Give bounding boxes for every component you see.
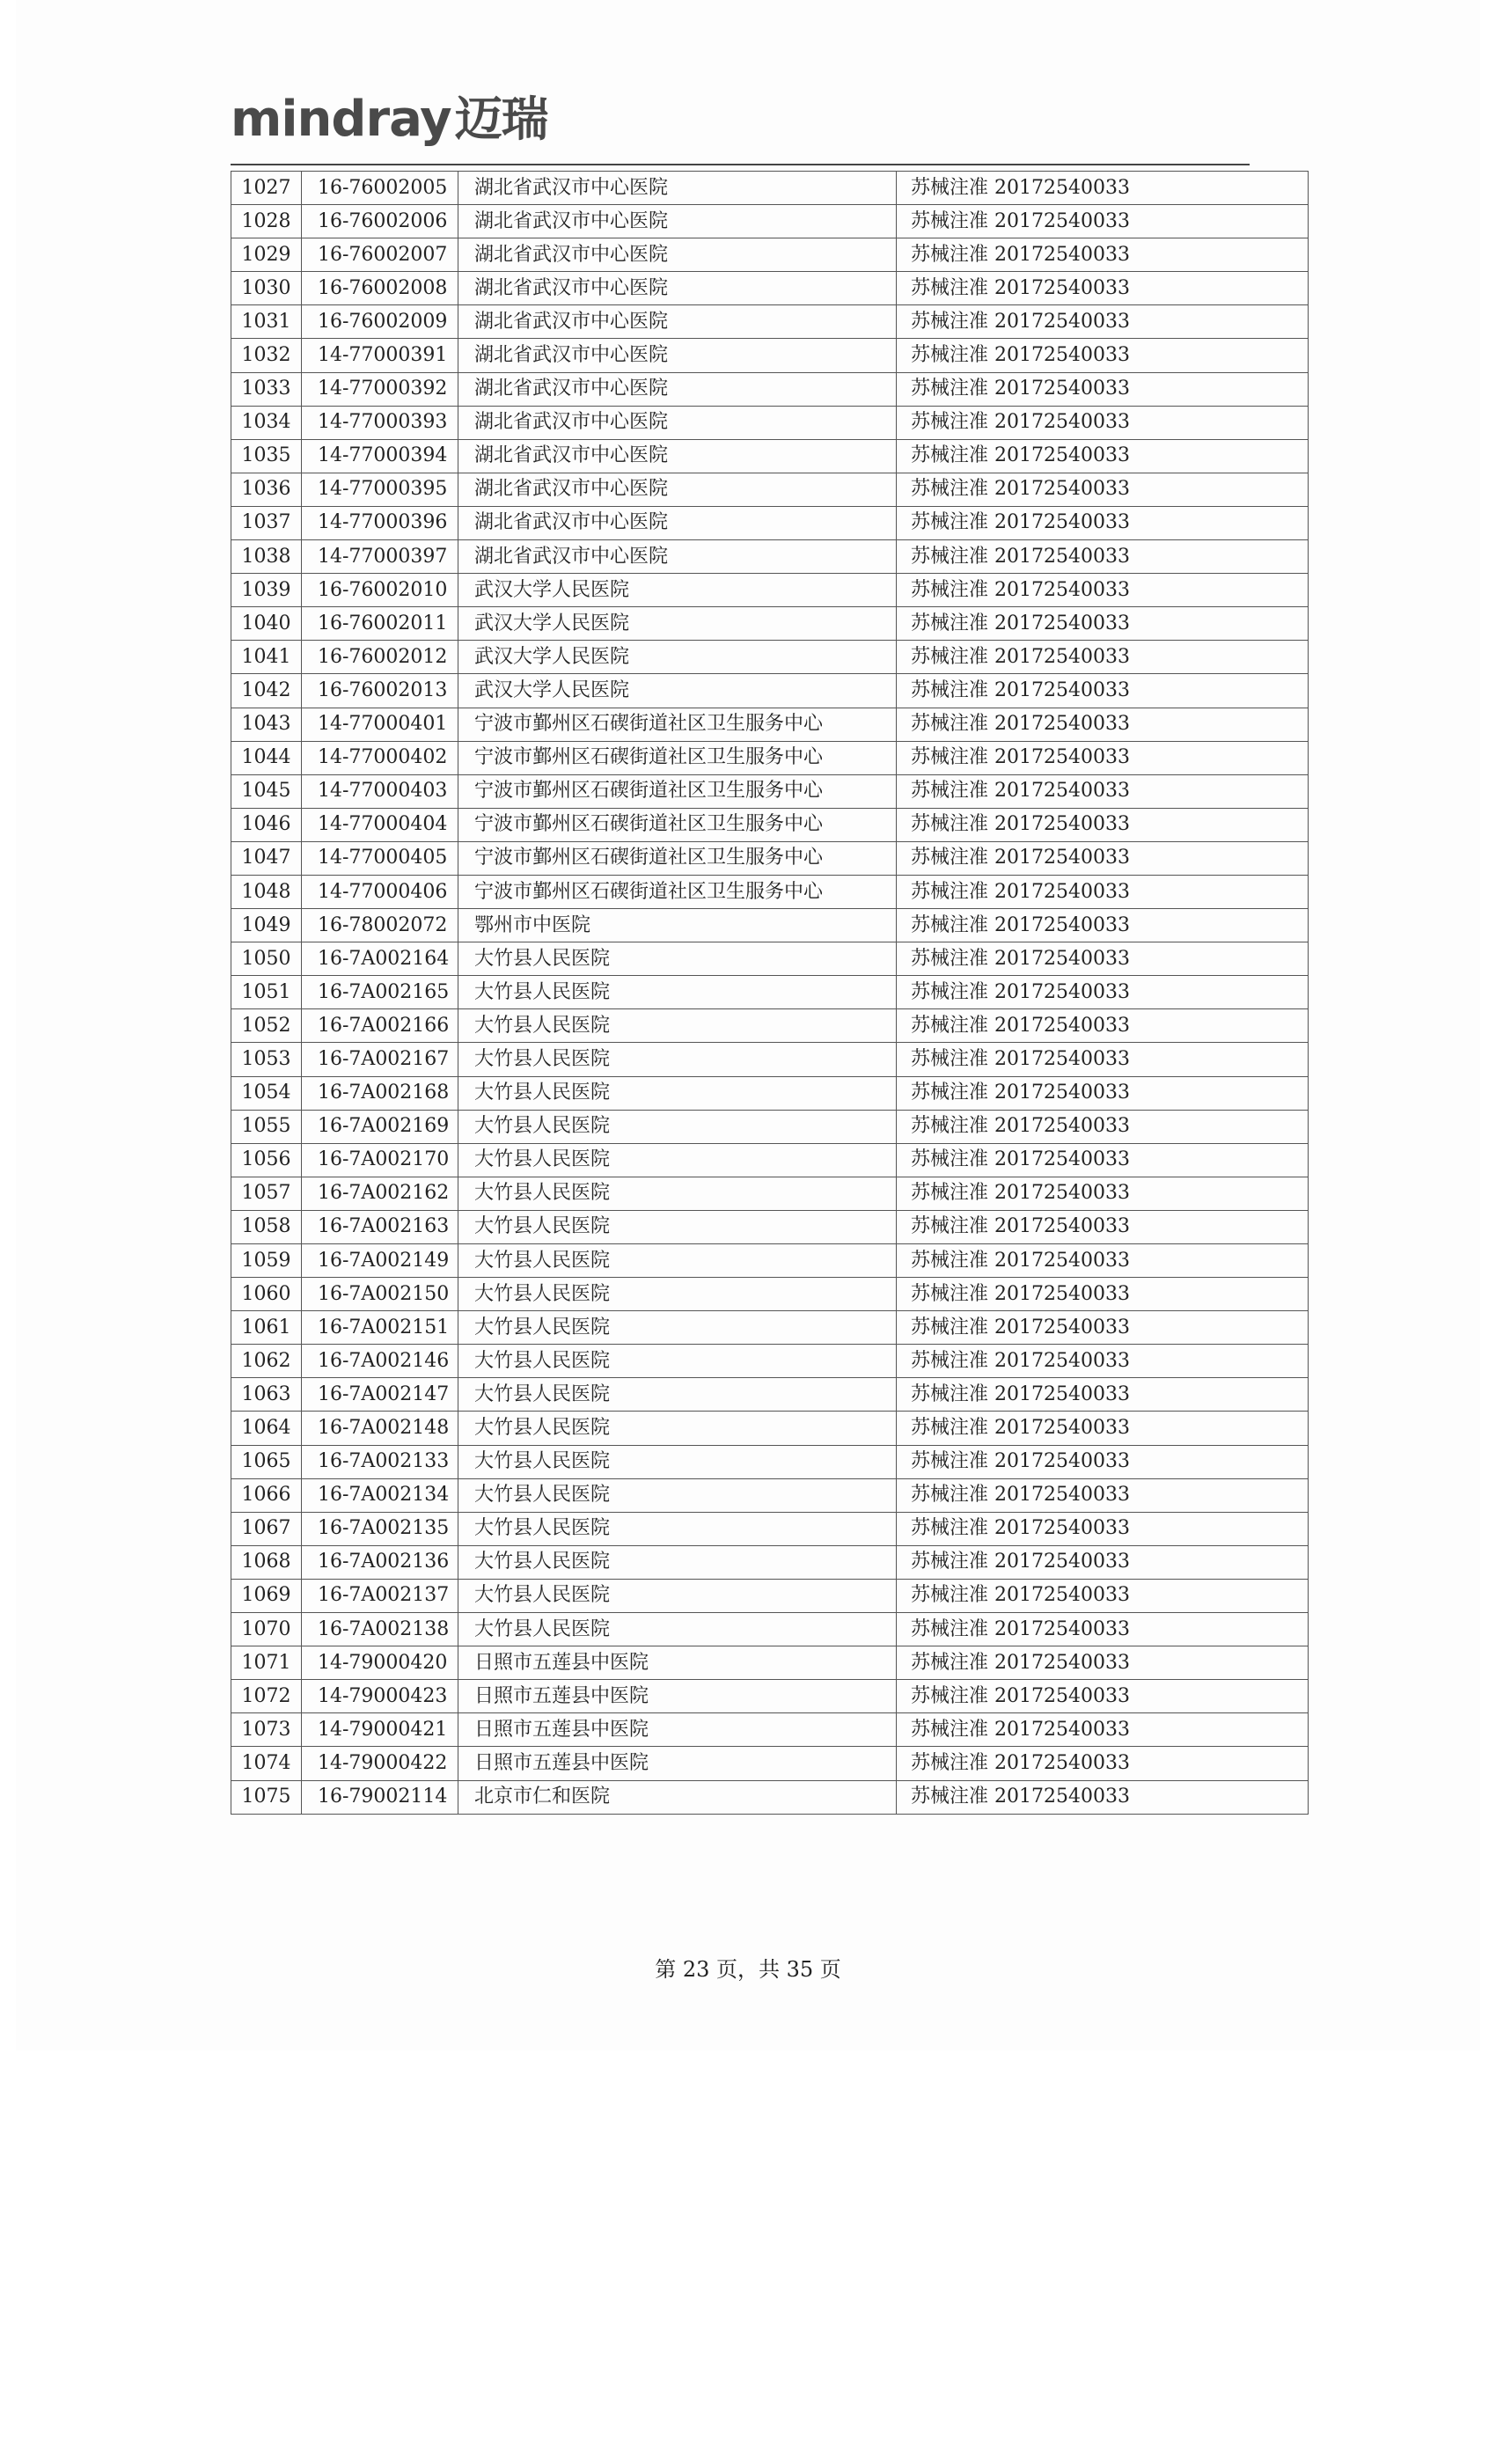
row-number: 1043 bbox=[231, 708, 302, 741]
hospital-name: 大竹县人民医院 bbox=[458, 1177, 897, 1210]
hospital-name: 大竹县人民医院 bbox=[458, 1545, 897, 1579]
serial-number: 14-77000402 bbox=[302, 741, 458, 774]
table-row bbox=[231, 406, 1309, 439]
registration-number: 苏械注准 20172540033 bbox=[897, 909, 1309, 942]
logo-chinese: 迈瑞 bbox=[454, 92, 548, 147]
table-row bbox=[231, 976, 1309, 1009]
hospital-name: 大竹县人民医院 bbox=[458, 1043, 897, 1076]
page-number: 第 23 页，共 35 页 bbox=[655, 1957, 841, 1982]
hospital-name: 武汉大学人民医院 bbox=[458, 674, 897, 708]
row-number: 1073 bbox=[231, 1713, 302, 1747]
row-number: 1040 bbox=[231, 607, 302, 641]
registration-number: 苏械注准 20172540033 bbox=[897, 641, 1309, 674]
row-number: 1058 bbox=[231, 1210, 302, 1243]
hospital-name: 湖北省武汉市中心医院 bbox=[458, 172, 897, 205]
serial-number: 16-7A002167 bbox=[302, 1043, 458, 1076]
hospital-name: 宁波市鄞州区石碶街道社区卫生服务中心 bbox=[458, 808, 897, 841]
registration-number: 苏械注准 20172540033 bbox=[897, 1345, 1309, 1378]
row-number: 1059 bbox=[231, 1244, 302, 1278]
hospital-name: 武汉大学人民医院 bbox=[458, 607, 897, 641]
row-number: 1034 bbox=[231, 406, 302, 439]
serial-number: 16-7A002150 bbox=[302, 1278, 458, 1311]
table-row bbox=[231, 506, 1309, 539]
table-row bbox=[231, 540, 1309, 574]
table-row bbox=[231, 674, 1309, 708]
serial-number: 16-7A002170 bbox=[302, 1143, 458, 1177]
table-row bbox=[231, 1680, 1309, 1713]
row-number: 1028 bbox=[231, 205, 302, 238]
registration-number: 苏械注准 20172540033 bbox=[897, 841, 1309, 875]
table-row bbox=[231, 1076, 1309, 1110]
serial-number: 16-7A002164 bbox=[302, 942, 458, 976]
registration-number: 苏械注准 20172540033 bbox=[897, 506, 1309, 539]
row-number: 1052 bbox=[231, 1009, 302, 1043]
row-number: 1029 bbox=[231, 238, 302, 272]
table-row bbox=[231, 205, 1309, 238]
serial-number: 14-77000397 bbox=[302, 540, 458, 574]
serial-number: 16-7A002134 bbox=[302, 1478, 458, 1512]
row-number: 1056 bbox=[231, 1143, 302, 1177]
table-body bbox=[231, 172, 1309, 1815]
serial-number: 16-76002010 bbox=[302, 574, 458, 607]
registration-number: 苏械注准 20172540033 bbox=[897, 976, 1309, 1009]
row-number: 1055 bbox=[231, 1110, 302, 1143]
registration-number: 苏械注准 20172540033 bbox=[897, 708, 1309, 741]
hospital-name: 湖北省武汉市中心医院 bbox=[458, 540, 897, 574]
row-number: 1054 bbox=[231, 1076, 302, 1110]
row-number: 1050 bbox=[231, 942, 302, 976]
device-register-table bbox=[231, 171, 1309, 1815]
serial-number: 16-76002012 bbox=[302, 641, 458, 674]
serial-number: 16-79002114 bbox=[302, 1780, 458, 1814]
hospital-name: 日照市五莲县中医院 bbox=[458, 1646, 897, 1680]
registration-number: 苏械注准 20172540033 bbox=[897, 272, 1309, 305]
row-number: 1041 bbox=[231, 641, 302, 674]
registration-number: 苏械注准 20172540033 bbox=[897, 741, 1309, 774]
registration-number: 苏械注准 20172540033 bbox=[897, 1177, 1309, 1210]
registration-number: 苏械注准 20172540033 bbox=[897, 1009, 1309, 1043]
table-row bbox=[231, 1545, 1309, 1579]
registration-number: 苏械注准 20172540033 bbox=[897, 1478, 1309, 1512]
row-number: 1051 bbox=[231, 976, 302, 1009]
serial-number: 16-7A002136 bbox=[302, 1545, 458, 1579]
row-number: 1072 bbox=[231, 1680, 302, 1713]
registration-number: 苏械注准 20172540033 bbox=[897, 1110, 1309, 1143]
registration-number: 苏械注准 20172540033 bbox=[897, 1210, 1309, 1243]
hospital-name: 大竹县人民医院 bbox=[458, 1412, 897, 1445]
registration-number: 苏械注准 20172540033 bbox=[897, 205, 1309, 238]
table-row bbox=[231, 1244, 1309, 1278]
row-number: 1048 bbox=[231, 875, 302, 908]
serial-number: 14-77000403 bbox=[302, 774, 458, 808]
hospital-name: 武汉大学人民医院 bbox=[458, 574, 897, 607]
row-number: 1045 bbox=[231, 774, 302, 808]
table-row bbox=[231, 1780, 1309, 1814]
table-row bbox=[231, 439, 1309, 473]
registration-number: 苏械注准 20172540033 bbox=[897, 1445, 1309, 1478]
table-row bbox=[231, 942, 1309, 976]
table-row bbox=[231, 1412, 1309, 1445]
serial-number: 14-79000420 bbox=[302, 1646, 458, 1680]
serial-number: 16-76002005 bbox=[302, 172, 458, 205]
registration-number: 苏械注准 20172540033 bbox=[897, 1545, 1309, 1579]
hospital-name: 宁波市鄞州区石碶街道社区卫生服务中心 bbox=[458, 774, 897, 808]
row-number: 1075 bbox=[231, 1780, 302, 1814]
registration-number: 苏械注准 20172540033 bbox=[897, 1244, 1309, 1278]
registration-number: 苏械注准 20172540033 bbox=[897, 1278, 1309, 1311]
serial-number: 16-7A002147 bbox=[302, 1378, 458, 1412]
hospital-name: 大竹县人民医院 bbox=[458, 1244, 897, 1278]
registration-number: 苏械注准 20172540033 bbox=[897, 339, 1309, 372]
registration-number: 苏械注准 20172540033 bbox=[897, 875, 1309, 908]
row-number: 1065 bbox=[231, 1445, 302, 1478]
table-row bbox=[231, 1210, 1309, 1243]
hospital-name: 日照市五莲县中医院 bbox=[458, 1680, 897, 1713]
hospital-name: 湖北省武汉市中心医院 bbox=[458, 406, 897, 439]
serial-number: 16-7A002146 bbox=[302, 1345, 458, 1378]
table-row bbox=[231, 909, 1309, 942]
hospital-name: 鄂州市中医院 bbox=[458, 909, 897, 942]
serial-number: 16-7A002162 bbox=[302, 1177, 458, 1210]
row-number: 1064 bbox=[231, 1412, 302, 1445]
table-row bbox=[231, 1579, 1309, 1612]
hospital-name: 湖北省武汉市中心医院 bbox=[458, 272, 897, 305]
registration-number: 苏械注准 20172540033 bbox=[897, 808, 1309, 841]
table-row bbox=[231, 172, 1309, 205]
table-row bbox=[231, 1613, 1309, 1646]
registration-number: 苏械注准 20172540033 bbox=[897, 1412, 1309, 1445]
registration-number: 苏械注准 20172540033 bbox=[897, 1076, 1309, 1110]
row-number: 1046 bbox=[231, 808, 302, 841]
registration-number: 苏械注准 20172540033 bbox=[897, 1378, 1309, 1412]
table-row bbox=[231, 1177, 1309, 1210]
hospital-name: 日照市五莲县中医院 bbox=[458, 1747, 897, 1780]
serial-number: 14-77000404 bbox=[302, 808, 458, 841]
row-number: 1069 bbox=[231, 1579, 302, 1612]
hospital-name: 大竹县人民医院 bbox=[458, 1445, 897, 1478]
serial-number: 14-77000393 bbox=[302, 406, 458, 439]
table-row bbox=[231, 272, 1309, 305]
hospital-name: 湖北省武汉市中心医院 bbox=[458, 339, 897, 372]
row-number: 1061 bbox=[231, 1311, 302, 1345]
hospital-name: 大竹县人民医院 bbox=[458, 1478, 897, 1512]
hospital-name: 湖北省武汉市中心医院 bbox=[458, 305, 897, 339]
serial-number: 14-77000405 bbox=[302, 841, 458, 875]
row-number: 1027 bbox=[231, 172, 302, 205]
row-number: 1063 bbox=[231, 1378, 302, 1412]
row-number: 1035 bbox=[231, 439, 302, 473]
hospital-name: 宁波市鄞州区石碶街道社区卫生服务中心 bbox=[458, 875, 897, 908]
row-number: 1068 bbox=[231, 1545, 302, 1579]
serial-number: 16-7A002165 bbox=[302, 976, 458, 1009]
hospital-name: 湖北省武汉市中心医院 bbox=[458, 372, 897, 406]
hospital-name: 宁波市鄞州区石碶街道社区卫生服务中心 bbox=[458, 741, 897, 774]
hospital-name: 大竹县人民医院 bbox=[458, 1076, 897, 1110]
registration-number: 苏械注准 20172540033 bbox=[897, 1311, 1309, 1345]
registration-number: 苏械注准 20172540033 bbox=[897, 540, 1309, 574]
row-number: 1057 bbox=[231, 1177, 302, 1210]
table-row bbox=[231, 1009, 1309, 1043]
registration-number: 苏械注准 20172540033 bbox=[897, 1713, 1309, 1747]
serial-number: 14-77000406 bbox=[302, 875, 458, 908]
serial-number: 14-77000391 bbox=[302, 339, 458, 372]
hospital-name: 湖北省武汉市中心医院 bbox=[458, 473, 897, 506]
hospital-name: 大竹县人民医院 bbox=[458, 1278, 897, 1311]
registration-number: 苏械注准 20172540033 bbox=[897, 372, 1309, 406]
serial-number: 14-77000396 bbox=[302, 506, 458, 539]
table-row bbox=[231, 741, 1309, 774]
table-row bbox=[231, 808, 1309, 841]
table-row bbox=[231, 1311, 1309, 1345]
row-number: 1071 bbox=[231, 1646, 302, 1680]
row-number: 1038 bbox=[231, 540, 302, 574]
registration-number: 苏械注准 20172540033 bbox=[897, 1646, 1309, 1680]
registration-number: 苏械注准 20172540033 bbox=[897, 1613, 1309, 1646]
registration-number: 苏械注准 20172540033 bbox=[897, 607, 1309, 641]
registration-number: 苏械注准 20172540033 bbox=[897, 439, 1309, 473]
row-number: 1033 bbox=[231, 372, 302, 406]
row-number: 1053 bbox=[231, 1043, 302, 1076]
hospital-name: 大竹县人民医院 bbox=[458, 1512, 897, 1545]
registration-number: 苏械注准 20172540033 bbox=[897, 1579, 1309, 1612]
hospital-name: 大竹县人民医院 bbox=[458, 1110, 897, 1143]
serial-number: 14-79000422 bbox=[302, 1747, 458, 1780]
table-row bbox=[231, 841, 1309, 875]
hospital-name: 大竹县人民医院 bbox=[458, 1378, 897, 1412]
table-row bbox=[231, 1747, 1309, 1780]
registration-number: 苏械注准 20172540033 bbox=[897, 473, 1309, 506]
registration-number: 苏械注准 20172540033 bbox=[897, 1680, 1309, 1713]
table-row bbox=[231, 1646, 1309, 1680]
table-row bbox=[231, 238, 1309, 272]
hospital-name: 大竹县人民医院 bbox=[458, 1345, 897, 1378]
serial-number: 16-76002008 bbox=[302, 272, 458, 305]
serial-number: 16-7A002133 bbox=[302, 1445, 458, 1478]
row-number: 1037 bbox=[231, 506, 302, 539]
row-number: 1036 bbox=[231, 473, 302, 506]
serial-number: 16-7A002148 bbox=[302, 1412, 458, 1445]
table-row bbox=[231, 339, 1309, 372]
serial-number: 16-7A002137 bbox=[302, 1579, 458, 1612]
registration-number: 苏械注准 20172540033 bbox=[897, 1143, 1309, 1177]
row-number: 1044 bbox=[231, 741, 302, 774]
table-row bbox=[231, 372, 1309, 406]
serial-number: 16-76002011 bbox=[302, 607, 458, 641]
registration-number: 苏械注准 20172540033 bbox=[897, 238, 1309, 272]
row-number: 1030 bbox=[231, 272, 302, 305]
serial-number: 14-77000394 bbox=[302, 439, 458, 473]
row-number: 1066 bbox=[231, 1478, 302, 1512]
serial-number: 14-79000423 bbox=[302, 1680, 458, 1713]
table-row bbox=[231, 607, 1309, 641]
table-row bbox=[231, 305, 1309, 339]
row-number: 1047 bbox=[231, 841, 302, 875]
logo-latin: mindray bbox=[231, 91, 451, 148]
header-divider bbox=[231, 164, 1250, 165]
hospital-name: 湖北省武汉市中心医院 bbox=[458, 238, 897, 272]
table-row bbox=[231, 1478, 1309, 1512]
serial-number: 16-76002009 bbox=[302, 305, 458, 339]
hospital-name: 湖北省武汉市中心医院 bbox=[458, 205, 897, 238]
table-row bbox=[231, 473, 1309, 506]
registration-number: 苏械注准 20172540033 bbox=[897, 774, 1309, 808]
serial-number: 16-7A002166 bbox=[302, 1009, 458, 1043]
red-seal-stamp-edge bbox=[1461, 1390, 1480, 1646]
hospital-name: 大竹县人民医院 bbox=[458, 942, 897, 976]
hospital-name: 宁波市鄞州区石碶街道社区卫生服务中心 bbox=[458, 708, 897, 741]
serial-number: 16-7A002168 bbox=[302, 1076, 458, 1110]
row-number: 1039 bbox=[231, 574, 302, 607]
serial-number: 16-76002013 bbox=[302, 674, 458, 708]
table-row bbox=[231, 1143, 1309, 1177]
hospital-name: 北京市仁和医院 bbox=[458, 1780, 897, 1814]
serial-number: 16-7A002138 bbox=[302, 1613, 458, 1646]
registration-number: 苏械注准 20172540033 bbox=[897, 172, 1309, 205]
table-row bbox=[231, 574, 1309, 607]
table-row bbox=[231, 1345, 1309, 1378]
table-row bbox=[231, 1512, 1309, 1545]
serial-number: 16-76002006 bbox=[302, 205, 458, 238]
serial-number: 14-77000392 bbox=[302, 372, 458, 406]
registration-number: 苏械注准 20172540033 bbox=[897, 574, 1309, 607]
hospital-name: 大竹县人民医院 bbox=[458, 1579, 897, 1612]
table-row bbox=[231, 1445, 1309, 1478]
table-row bbox=[231, 1043, 1309, 1076]
serial-number: 16-78002072 bbox=[302, 909, 458, 942]
table-row bbox=[231, 641, 1309, 674]
serial-number: 16-7A002151 bbox=[302, 1311, 458, 1345]
registration-number: 苏械注准 20172540033 bbox=[897, 305, 1309, 339]
table-row bbox=[231, 1278, 1309, 1311]
table-row bbox=[231, 875, 1309, 908]
registration-number: 苏械注准 20172540033 bbox=[897, 674, 1309, 708]
serial-number: 14-77000401 bbox=[302, 708, 458, 741]
hospital-name: 大竹县人民医院 bbox=[458, 1009, 897, 1043]
table-row bbox=[231, 708, 1309, 741]
hospital-name: 大竹县人民医院 bbox=[458, 1210, 897, 1243]
hospital-name: 宁波市鄞州区石碶街道社区卫生服务中心 bbox=[458, 841, 897, 875]
registration-number: 苏械注准 20172540033 bbox=[897, 942, 1309, 976]
registration-number: 苏械注准 20172540033 bbox=[897, 1043, 1309, 1076]
row-number: 1042 bbox=[231, 674, 302, 708]
hospital-name: 日照市五莲县中医院 bbox=[458, 1713, 897, 1747]
serial-number: 16-7A002149 bbox=[302, 1244, 458, 1278]
row-number: 1062 bbox=[231, 1345, 302, 1378]
serial-number: 16-7A002135 bbox=[302, 1512, 458, 1545]
hospital-name: 大竹县人民医院 bbox=[458, 1311, 897, 1345]
table-row bbox=[231, 1110, 1309, 1143]
serial-number: 16-7A002163 bbox=[302, 1210, 458, 1243]
hospital-name: 大竹县人民医院 bbox=[458, 1143, 897, 1177]
serial-number: 16-76002007 bbox=[302, 238, 458, 272]
row-number: 1060 bbox=[231, 1278, 302, 1311]
table-row bbox=[231, 774, 1309, 808]
row-number: 1031 bbox=[231, 305, 302, 339]
serial-number: 14-79000421 bbox=[302, 1713, 458, 1747]
table-row bbox=[231, 1713, 1309, 1747]
row-number: 1074 bbox=[231, 1747, 302, 1780]
hospital-name: 大竹县人民医院 bbox=[458, 1613, 897, 1646]
hospital-name: 大竹县人民医院 bbox=[458, 976, 897, 1009]
hospital-name: 湖北省武汉市中心医院 bbox=[458, 439, 897, 473]
registration-number: 苏械注准 20172540033 bbox=[897, 1780, 1309, 1814]
serial-number: 14-77000395 bbox=[302, 473, 458, 506]
mindray-logo bbox=[231, 91, 548, 148]
table-row bbox=[231, 1378, 1309, 1412]
registration-number: 苏械注准 20172540033 bbox=[897, 1512, 1309, 1545]
row-number: 1070 bbox=[231, 1613, 302, 1646]
row-number: 1032 bbox=[231, 339, 302, 372]
hospital-name: 湖北省武汉市中心医院 bbox=[458, 506, 897, 539]
registration-number: 苏械注准 20172540033 bbox=[897, 406, 1309, 439]
row-number: 1067 bbox=[231, 1512, 302, 1545]
registration-number: 苏械注准 20172540033 bbox=[897, 1747, 1309, 1780]
row-number: 1049 bbox=[231, 909, 302, 942]
serial-number: 16-7A002169 bbox=[302, 1110, 458, 1143]
hospital-name: 武汉大学人民医院 bbox=[458, 641, 897, 674]
